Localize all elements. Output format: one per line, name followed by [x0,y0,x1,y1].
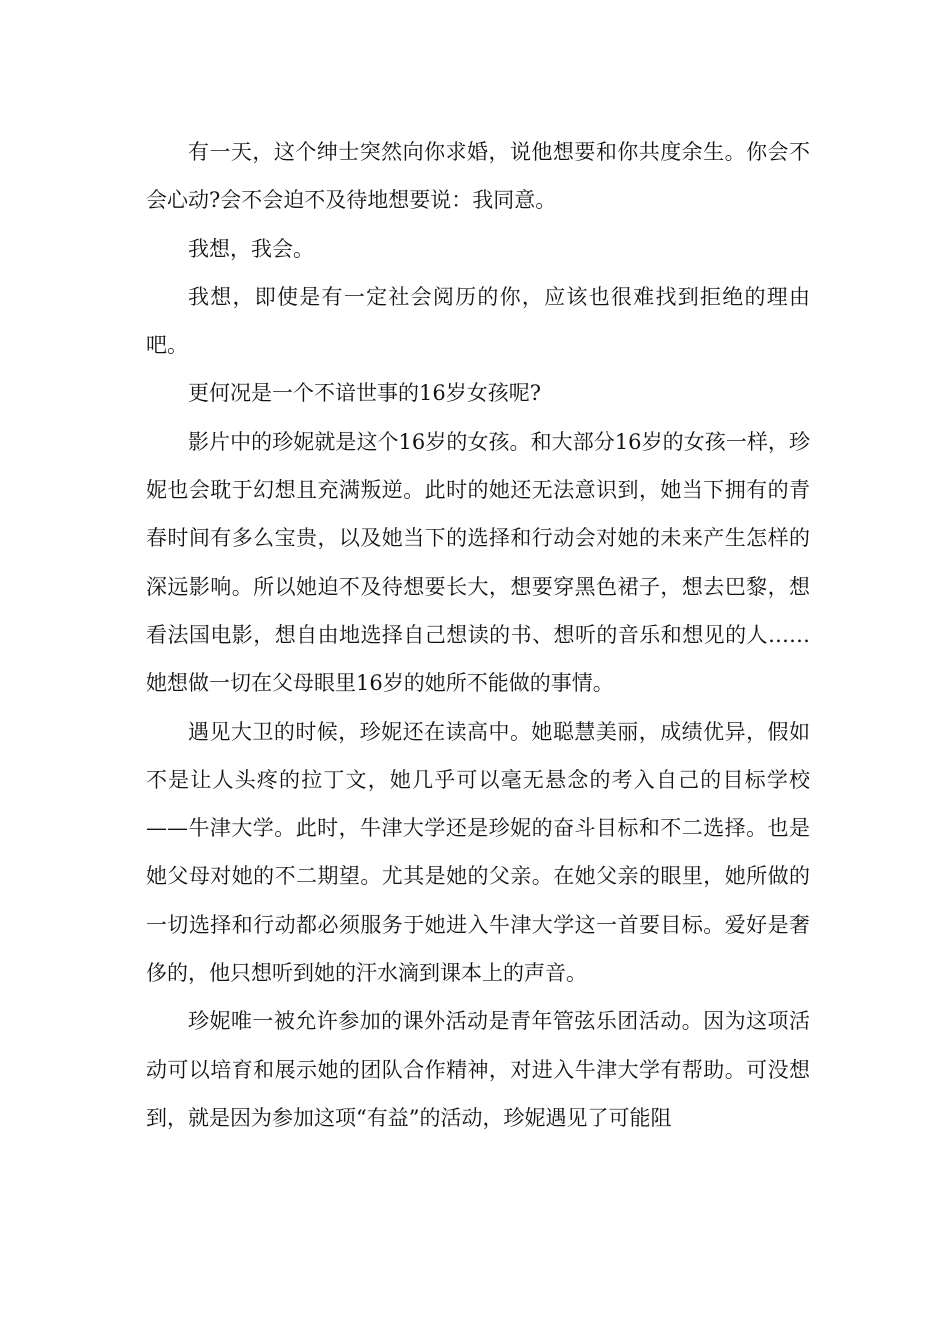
document-body [146,128,810,1142]
paragraph-orchestra: 珍妮唯一被允许参加的课外活动是青年管弦乐团活动。因为这项活动可以培育和展示她的团队合作精神，对进入牛津大学有帮助。可没想到，就是因为参加这项“有益”的活动，珍妮遇见了可能阻 [146,1009,810,1130]
paragraph-proposal: 有一天，这个绅士突然向你求婚，说他想要和你共度余生。你会不会心动?会不会迫不及待地想要说：我同意。 [146,140,810,213]
paragraph-i-would: 我想，我会。 [188,236,314,261]
paragraph-meeting-david: 遇见大卫的时候，珍妮还在读高中。她聪慧美丽，成绩优异，假如不是让人头疼的拉丁文，她几乎可以毫无悬念的考入自己的目标学校——牛津大学。此时，牛津大学还是珍妮的奋斗目标和不二选择。也是她父母对她的不二期望。尤其是她的父亲。在她父亲的眼里，她所做的一切选择和行动都必须服务于她进入牛津大学这一首要目标。爱好是奢侈的，他只想听到她的汗水滴到课本上的声音。 [146,719,810,986]
paragraph-jenny-intro: 影片中的珍妮就是这个16岁的女孩。和大部分16岁的女孩一样，珍妮也会耽于幻想且充满叛逆。此时的她还无法意识到，她当下拥有的青春时间有多么宝贵，以及她当下的选择和行动会对她的未来产生怎样的深远影响。所以她迫不及待想要长大，想要穿黑色裙子，想去巴黎，想看法国电影，想自由地选择自己想读的书、想听的音乐和想见的人……她想做一切在父母眼里16岁的她所不能做的事情。 [146,429,810,696]
paragraph-no-reason-to-refuse: 我想，即使是有一定社会阅历的你，应该也很难找到拒绝的理由吧。 [146,284,810,358]
paragraph-sixteen-year-old: 更何况是一个不谙世事的16岁女孩呢? [188,381,541,406]
